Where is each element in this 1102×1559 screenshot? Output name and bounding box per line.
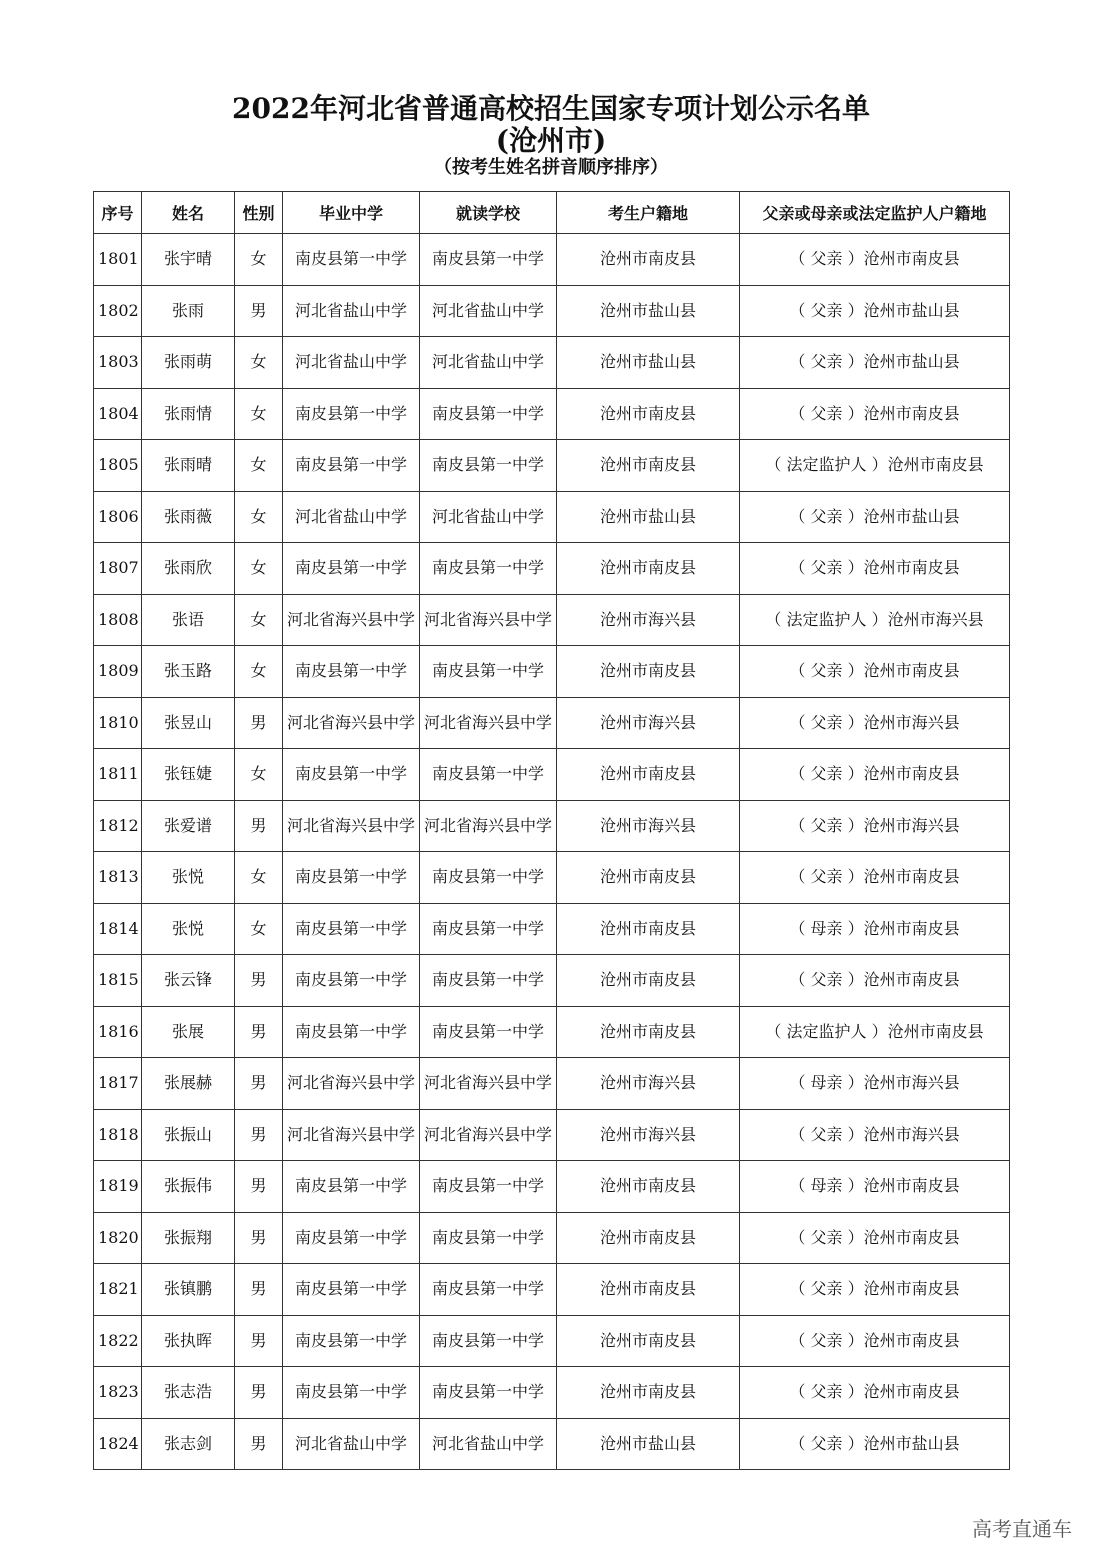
- household-registration-cell: 沧州市盐山县: [557, 1418, 740, 1470]
- graduation-school-cell: 河北省海兴县中学: [283, 697, 420, 749]
- table-row: [94, 594, 1010, 646]
- guardian-registration-cell: （ 父亲 ）沧州市南皮县: [740, 852, 1010, 904]
- guardian-registration-cell: （ 父亲 ）沧州市盐山县: [740, 285, 1010, 337]
- guardian-registration-cell: （ 母亲 ）沧州市南皮县: [740, 903, 1010, 955]
- household-registration-cell: 沧州市南皮县: [557, 1315, 740, 1367]
- table-row: [94, 1418, 1010, 1470]
- gender-cell: 男: [235, 1161, 283, 1213]
- table-row: [94, 903, 1010, 955]
- table-row: [94, 749, 1010, 801]
- current-school-cell: 南皮县第一中学: [420, 388, 557, 440]
- guardian-registration-cell: （ 父亲 ）沧州市盐山县: [740, 1418, 1010, 1470]
- index-cell: 1811: [94, 749, 142, 801]
- column-header-household-registration: 考生户籍地: [557, 192, 740, 234]
- household-registration-cell: 沧州市南皮县: [557, 1264, 740, 1316]
- table-row: [94, 285, 1010, 337]
- index-cell: 1820: [94, 1212, 142, 1264]
- name-cell: 张执晖: [142, 1315, 235, 1367]
- graduation-school-cell: 南皮县第一中学: [283, 234, 420, 286]
- gender-cell: 男: [235, 1264, 283, 1316]
- name-cell: 张雨晴: [142, 440, 235, 492]
- household-registration-cell: 沧州市海兴县: [557, 697, 740, 749]
- guardian-registration-cell: （ 父亲 ）沧州市南皮县: [740, 1367, 1010, 1419]
- guardian-registration-cell: （ 父亲 ）沧州市南皮县: [740, 543, 1010, 595]
- index-cell: 1821: [94, 1264, 142, 1316]
- household-registration-cell: 沧州市海兴县: [557, 800, 740, 852]
- gender-cell: 男: [235, 800, 283, 852]
- gender-cell: 男: [235, 1058, 283, 1110]
- table-row: [94, 697, 1010, 749]
- table-row: [94, 491, 1010, 543]
- column-header-current-school: 就读学校: [420, 192, 557, 234]
- index-cell: 1810: [94, 697, 142, 749]
- guardian-registration-cell: （ 父亲 ）沧州市南皮县: [740, 1264, 1010, 1316]
- current-school-cell: 南皮县第一中学: [420, 852, 557, 904]
- gender-cell: 男: [235, 955, 283, 1007]
- name-cell: 张语: [142, 594, 235, 646]
- guardian-registration-cell: （ 母亲 ）沧州市南皮县: [740, 1161, 1010, 1213]
- current-school-cell: 南皮县第一中学: [420, 1367, 557, 1419]
- name-cell: 张展赫: [142, 1058, 235, 1110]
- index-cell: 1805: [94, 440, 142, 492]
- guardian-registration-cell: （ 父亲 ）沧州市南皮县: [740, 388, 1010, 440]
- index-cell: 1812: [94, 800, 142, 852]
- graduation-school-cell: 南皮县第一中学: [283, 1264, 420, 1316]
- name-cell: 张振翔: [142, 1212, 235, 1264]
- table-row: [94, 543, 1010, 595]
- table-row: [94, 1212, 1010, 1264]
- gender-cell: 男: [235, 1006, 283, 1058]
- index-cell: 1807: [94, 543, 142, 595]
- current-school-cell: 南皮县第一中学: [420, 1212, 557, 1264]
- current-school-cell: 河北省盐山中学: [420, 285, 557, 337]
- index-cell: 1814: [94, 903, 142, 955]
- index-cell: 1824: [94, 1418, 142, 1470]
- guardian-registration-cell: （ 法定监护人 ）沧州市海兴县: [740, 594, 1010, 646]
- guardian-registration-cell: （ 父亲 ）沧州市盐山县: [740, 491, 1010, 543]
- index-cell: 1818: [94, 1109, 142, 1161]
- household-registration-cell: 沧州市海兴县: [557, 1109, 740, 1161]
- current-school-cell: 河北省盐山中学: [420, 337, 557, 389]
- gender-cell: 女: [235, 543, 283, 595]
- table-row: [94, 1006, 1010, 1058]
- index-cell: 1809: [94, 646, 142, 698]
- household-registration-cell: 沧州市海兴县: [557, 1058, 740, 1110]
- gender-cell: 女: [235, 646, 283, 698]
- household-registration-cell: 沧州市盐山县: [557, 285, 740, 337]
- table-row: [94, 440, 1010, 492]
- table-row: [94, 1161, 1010, 1213]
- table-row: [94, 1315, 1010, 1367]
- table-header-row: [94, 192, 1010, 234]
- graduation-school-cell: 南皮县第一中学: [283, 543, 420, 595]
- gender-cell: 女: [235, 594, 283, 646]
- guardian-registration-cell: （ 法定监护人 ）沧州市南皮县: [740, 440, 1010, 492]
- graduation-school-cell: 河北省盐山中学: [283, 285, 420, 337]
- household-registration-cell: 沧州市海兴县: [557, 594, 740, 646]
- current-school-cell: 河北省海兴县中学: [420, 800, 557, 852]
- current-school-cell: 南皮县第一中学: [420, 1315, 557, 1367]
- current-school-cell: 南皮县第一中学: [420, 1006, 557, 1058]
- index-cell: 1823: [94, 1367, 142, 1419]
- current-school-cell: 南皮县第一中学: [420, 749, 557, 801]
- household-registration-cell: 沧州市南皮县: [557, 852, 740, 904]
- name-cell: 张振山: [142, 1109, 235, 1161]
- name-cell: 张振伟: [142, 1161, 235, 1213]
- graduation-school-cell: 南皮县第一中学: [283, 1006, 420, 1058]
- guardian-registration-cell: （ 父亲 ）沧州市南皮县: [740, 1212, 1010, 1264]
- current-school-cell: 南皮县第一中学: [420, 543, 557, 595]
- guardian-registration-cell: （ 母亲 ）沧州市海兴县: [740, 1058, 1010, 1110]
- gender-cell: 女: [235, 749, 283, 801]
- guardian-registration-cell: （ 父亲 ）沧州市南皮县: [740, 234, 1010, 286]
- graduation-school-cell: 南皮县第一中学: [283, 749, 420, 801]
- name-cell: 张展: [142, 1006, 235, 1058]
- index-cell: 1819: [94, 1161, 142, 1213]
- name-cell: 张雨欣: [142, 543, 235, 595]
- name-cell: 张云锋: [142, 955, 235, 1007]
- column-header-gender: 性别: [235, 192, 283, 234]
- household-registration-cell: 沧州市南皮县: [557, 903, 740, 955]
- graduation-school-cell: 南皮县第一中学: [283, 1315, 420, 1367]
- graduation-school-cell: 南皮县第一中学: [283, 388, 420, 440]
- index-cell: 1802: [94, 285, 142, 337]
- index-cell: 1815: [94, 955, 142, 1007]
- current-school-cell: 南皮县第一中学: [420, 646, 557, 698]
- page-subtitle: (沧州市): [495, 124, 607, 157]
- name-cell: 张镇鹏: [142, 1264, 235, 1316]
- graduation-school-cell: 南皮县第一中学: [283, 1367, 420, 1419]
- gender-cell: 男: [235, 1367, 283, 1419]
- household-registration-cell: 沧州市南皮县: [557, 1161, 740, 1213]
- name-cell: 张悦: [142, 852, 235, 904]
- name-cell: 张钰婕: [142, 749, 235, 801]
- graduation-school-cell: 河北省海兴县中学: [283, 800, 420, 852]
- gender-cell: 女: [235, 852, 283, 904]
- graduation-school-cell: 河北省盐山中学: [283, 337, 420, 389]
- household-registration-cell: 沧州市南皮县: [557, 1006, 740, 1058]
- name-cell: 张雨薇: [142, 491, 235, 543]
- gender-cell: 男: [235, 1315, 283, 1367]
- current-school-cell: 南皮县第一中学: [420, 955, 557, 1007]
- index-cell: 1804: [94, 388, 142, 440]
- household-registration-cell: 沧州市南皮县: [557, 543, 740, 595]
- gender-cell: 女: [235, 388, 283, 440]
- name-cell: 张宇晴: [142, 234, 235, 286]
- graduation-school-cell: 河北省盐山中学: [283, 491, 420, 543]
- name-cell: 张玉路: [142, 646, 235, 698]
- gender-cell: 女: [235, 491, 283, 543]
- graduation-school-cell: 河北省海兴县中学: [283, 1058, 420, 1110]
- column-header-graduation-school: 毕业中学: [283, 192, 420, 234]
- graduation-school-cell: 南皮县第一中学: [283, 646, 420, 698]
- name-cell: 张雨萌: [142, 337, 235, 389]
- guardian-registration-cell: （ 父亲 ）沧州市南皮县: [740, 955, 1010, 1007]
- table-row: [94, 646, 1010, 698]
- column-header-index: 序号: [94, 192, 142, 234]
- guardian-registration-cell: （ 父亲 ）沧州市盐山县: [740, 337, 1010, 389]
- guardian-registration-cell: （ 法定监护人 ）沧州市南皮县: [740, 1006, 1010, 1058]
- current-school-cell: 南皮县第一中学: [420, 1161, 557, 1213]
- index-cell: 1816: [94, 1006, 142, 1058]
- table-row: [94, 1367, 1010, 1419]
- index-cell: 1822: [94, 1315, 142, 1367]
- name-cell: 张志剑: [142, 1418, 235, 1470]
- index-cell: 1803: [94, 337, 142, 389]
- table-row: [94, 852, 1010, 904]
- household-registration-cell: 沧州市南皮县: [557, 1367, 740, 1419]
- household-registration-cell: 沧州市南皮县: [557, 440, 740, 492]
- table-row: [94, 955, 1010, 1007]
- gender-cell: 男: [235, 285, 283, 337]
- gender-cell: 男: [235, 1418, 283, 1470]
- column-header-name: 姓名: [142, 192, 235, 234]
- current-school-cell: 河北省盐山中学: [420, 1418, 557, 1470]
- enrollment-table: [93, 191, 1010, 1470]
- table-row: [94, 388, 1010, 440]
- current-school-cell: 河北省海兴县中学: [420, 594, 557, 646]
- watermark-text: 高考直通车: [972, 1517, 1072, 1541]
- gender-cell: 女: [235, 234, 283, 286]
- gender-cell: 女: [235, 337, 283, 389]
- table-row: [94, 337, 1010, 389]
- graduation-school-cell: 南皮县第一中学: [283, 955, 420, 1007]
- household-registration-cell: 沧州市南皮县: [557, 234, 740, 286]
- household-registration-cell: 沧州市南皮县: [557, 749, 740, 801]
- table-row: [94, 234, 1010, 286]
- sort-note: （按考生姓名拼音顺序排序）: [434, 157, 668, 178]
- graduation-school-cell: 河北省海兴县中学: [283, 1109, 420, 1161]
- name-cell: 张志浩: [142, 1367, 235, 1419]
- household-registration-cell: 沧州市盐山县: [557, 491, 740, 543]
- graduation-school-cell: 南皮县第一中学: [283, 440, 420, 492]
- gender-cell: 男: [235, 1109, 283, 1161]
- guardian-registration-cell: （ 父亲 ）沧州市海兴县: [740, 800, 1010, 852]
- current-school-cell: 河北省海兴县中学: [420, 1109, 557, 1161]
- name-cell: 张爱谱: [142, 800, 235, 852]
- table-row: [94, 1109, 1010, 1161]
- current-school-cell: 南皮县第一中学: [420, 440, 557, 492]
- household-registration-cell: 沧州市盐山县: [557, 337, 740, 389]
- guardian-registration-cell: （ 父亲 ）沧州市海兴县: [740, 697, 1010, 749]
- name-cell: 张雨情: [142, 388, 235, 440]
- index-cell: 1817: [94, 1058, 142, 1110]
- current-school-cell: 河北省海兴县中学: [420, 697, 557, 749]
- name-cell: 张雨: [142, 285, 235, 337]
- name-cell: 张昱山: [142, 697, 235, 749]
- graduation-school-cell: 南皮县第一中学: [283, 1161, 420, 1213]
- index-cell: 1806: [94, 491, 142, 543]
- graduation-school-cell: 南皮县第一中学: [283, 1212, 420, 1264]
- graduation-school-cell: 河北省盐山中学: [283, 1418, 420, 1470]
- name-cell: 张悦: [142, 903, 235, 955]
- gender-cell: 女: [235, 440, 283, 492]
- index-cell: 1813: [94, 852, 142, 904]
- guardian-registration-cell: （ 父亲 ）沧州市南皮县: [740, 749, 1010, 801]
- table-row: [94, 1264, 1010, 1316]
- household-registration-cell: 沧州市南皮县: [557, 1212, 740, 1264]
- graduation-school-cell: 河北省海兴县中学: [283, 594, 420, 646]
- household-registration-cell: 沧州市南皮县: [557, 955, 740, 1007]
- page-title: 2022年河北省普通高校招生国家专项计划公示名单: [232, 92, 870, 125]
- current-school-cell: 南皮县第一中学: [420, 903, 557, 955]
- current-school-cell: 河北省盐山中学: [420, 491, 557, 543]
- graduation-school-cell: 南皮县第一中学: [283, 852, 420, 904]
- guardian-registration-cell: （ 父亲 ）沧州市南皮县: [740, 1315, 1010, 1367]
- guardian-registration-cell: （ 父亲 ）沧州市南皮县: [740, 646, 1010, 698]
- household-registration-cell: 沧州市南皮县: [557, 646, 740, 698]
- gender-cell: 男: [235, 1212, 283, 1264]
- gender-cell: 女: [235, 903, 283, 955]
- guardian-registration-cell: （ 父亲 ）沧州市海兴县: [740, 1109, 1010, 1161]
- table-row: [94, 800, 1010, 852]
- index-cell: 1808: [94, 594, 142, 646]
- current-school-cell: 河北省海兴县中学: [420, 1058, 557, 1110]
- table-row: [94, 1058, 1010, 1110]
- current-school-cell: 南皮县第一中学: [420, 1264, 557, 1316]
- gender-cell: 男: [235, 697, 283, 749]
- current-school-cell: 南皮县第一中学: [420, 234, 557, 286]
- column-header-guardian-registration: 父亲或母亲或法定监护人户籍地: [740, 192, 1010, 234]
- graduation-school-cell: 南皮县第一中学: [283, 903, 420, 955]
- index-cell: 1801: [94, 234, 142, 286]
- household-registration-cell: 沧州市南皮县: [557, 388, 740, 440]
